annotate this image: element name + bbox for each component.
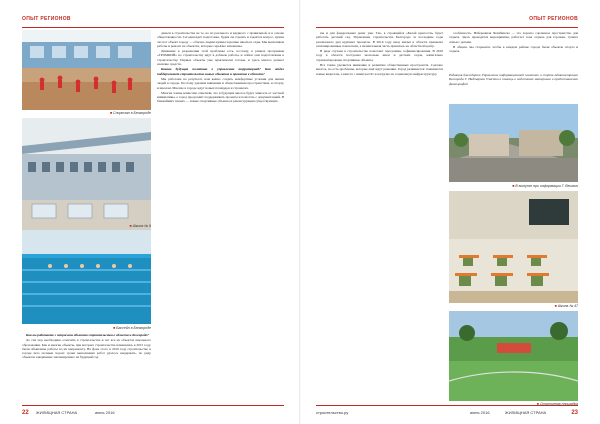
- caption-photo-pool: ■ Бассейн в Белгороде: [22, 326, 151, 330]
- caption-photo-classroom: ■ Школа № 47: [449, 304, 578, 308]
- column-1-text: [22, 333, 151, 401]
- page-gutter: [299, 0, 301, 424]
- credits-note: Редакция благодарит Управление информационной политики и спорта Администрации Белгорода Г. Надтарова Участки в помощь в подготовке материала и предоставлении фотографий: [449, 73, 578, 86]
- photo-sports-field: [449, 311, 578, 401]
- photo-school: [22, 118, 151, 230]
- header-rule-left: [22, 27, 284, 28]
- classroom-image: [449, 191, 578, 303]
- paragraph-3a: ны и для федеральных денег уже. Так, в строящейся «Белой крепости» будет работать детский сад. Управление строительства Белгорода за последние годы реализовало ряд крупных проектов. В 2016 году ввод жилья в области превысил запланированные показатели, а значительная часть пришлась на областной центр.: [316, 31, 443, 48]
- street-image: [449, 104, 578, 182]
- photo-gym: [22, 30, 151, 110]
- paragraph-2a: деньги в строительстве не те, но из реального и ядерного с правильной, и в основе общественности. Сегодня идёт подготовка, будем ли строить и задаётся вопрос, нужен ли этот объект городу — обычно людям нужны хорошие школы и сады. Мы выполняем работы и ремонт на объектах, которые серьёзно изношены.: [157, 31, 284, 48]
- answer-1: До сих пор необходимо отметить в строительстве и лет все на объектах школьного образования. Как и многие объекты, при которых строительства начинались в 2015 году, были объявлены работы по их капремонту. На фоне этого в 2016 году строительство в городе шло полным ходом: сроки выполнения работ удалось выдержать, по ряду объектов завершение запланировано на будущий год.: [22, 338, 151, 360]
- photo-classroom: [449, 191, 578, 303]
- question-1: Как вы работаете с вопросами объектов строительства в области и Белгороде?: [26, 333, 149, 337]
- footer-date-right: июнь 2016: [470, 410, 490, 415]
- paragraph-4a: особенность. Набережная Челябинска — это хорошо сделанное пространство для отдыха. Здесь проводятся мероприятия, работает зона отдыха для горожан, гуляют семьи с детьми.: [449, 31, 578, 44]
- header-rule-right: [316, 27, 578, 28]
- footer-date-left: июнь 2016: [95, 410, 115, 415]
- paragraph-2d: Многие члены комиссии отметили, что в будущем многое будет зависеть от частной инициативы, а город продолжит поддерживать проекты и помогать с документацией. В ближайших планах — новые спортивные объекты и реконструкция существующих.: [157, 90, 284, 104]
- footer-rule-right: [316, 405, 578, 406]
- footer-mag-right: ЖИЛИЩНАЯ СТРАНА: [505, 410, 547, 415]
- school-image: [22, 118, 151, 230]
- column-4-text: [449, 31, 578, 71]
- paragraph-2b: Движение в разрешении этой проблемы есть, поэтому, в рамках программы «ГРОМКИЙ» по строительству идут в добавок работы, и сейчас они подготовлены к строительству. Первые объекты уже практически готовы, и здесь многое решает наличие средств.: [157, 49, 284, 67]
- paragraph-3c: Все также уделяется внимание и развитию общественных пространств. Сделано многое, но есть проблемы, которые ещё ждут решения. Город развивается: появляются новые кварталы, а вместе с ними растёт и нагрузка на социальную инфраструктуру.: [316, 63, 443, 76]
- footer-mag-left: ЖИЛИЩНАЯ СТРАНА: [36, 410, 78, 415]
- column-2-text: [157, 31, 284, 401]
- page-number-right: 23: [571, 410, 578, 416]
- gym-image: [22, 30, 151, 110]
- paragraph-2c: Мы работаем на результат, нам важно создать комфортные условия для жизни людей в городе. Поэтому уделяем внимание и общественным пространствам, и спорту, и школам. Многие в городе ждут новых площадок и строим их.: [157, 76, 284, 90]
- column-3-text: [316, 31, 443, 401]
- caption-photo-gym: ■ Спортзал в Белгороде: [22, 111, 151, 115]
- section-header-left: ОПЫТ РЕГИОНОВ: [22, 16, 71, 22]
- footer-site-right: строительство.ру: [316, 410, 349, 415]
- sports-field-image: [449, 311, 578, 401]
- footer-rule-left: [22, 405, 284, 406]
- section-header-right: ОПЫТ РЕГИОНОВ: [529, 16, 578, 22]
- caption-photo-sports-field: ■ Спортивная площадка: [449, 402, 578, 406]
- paragraph-3b: В ряде случаев в строительстве помогают программы софинансирования. В 2016 году в области построено несколько школ и детских садов, капитально отремонтированы спортивные объекты.: [316, 49, 443, 62]
- paragraph-4b: В общем, мы стараемся, чтобы в каждом районе города были объекты спорта и отдыха.: [449, 44, 578, 54]
- photo-street: [449, 104, 578, 182]
- page-number-left: 22: [22, 410, 29, 416]
- question-2: Какова будущая политика в управлении территорией? Как отдел поддерживает строительство новых объектов и проектов в области?: [157, 67, 284, 76]
- caption-photo-street: ■ В выпуске при информации Г. Вешкин: [449, 184, 578, 188]
- caption-photo-school: ■ Школа № 9: [22, 224, 151, 228]
- photo-pool: [22, 230, 151, 324]
- pool-image: [22, 230, 151, 324]
